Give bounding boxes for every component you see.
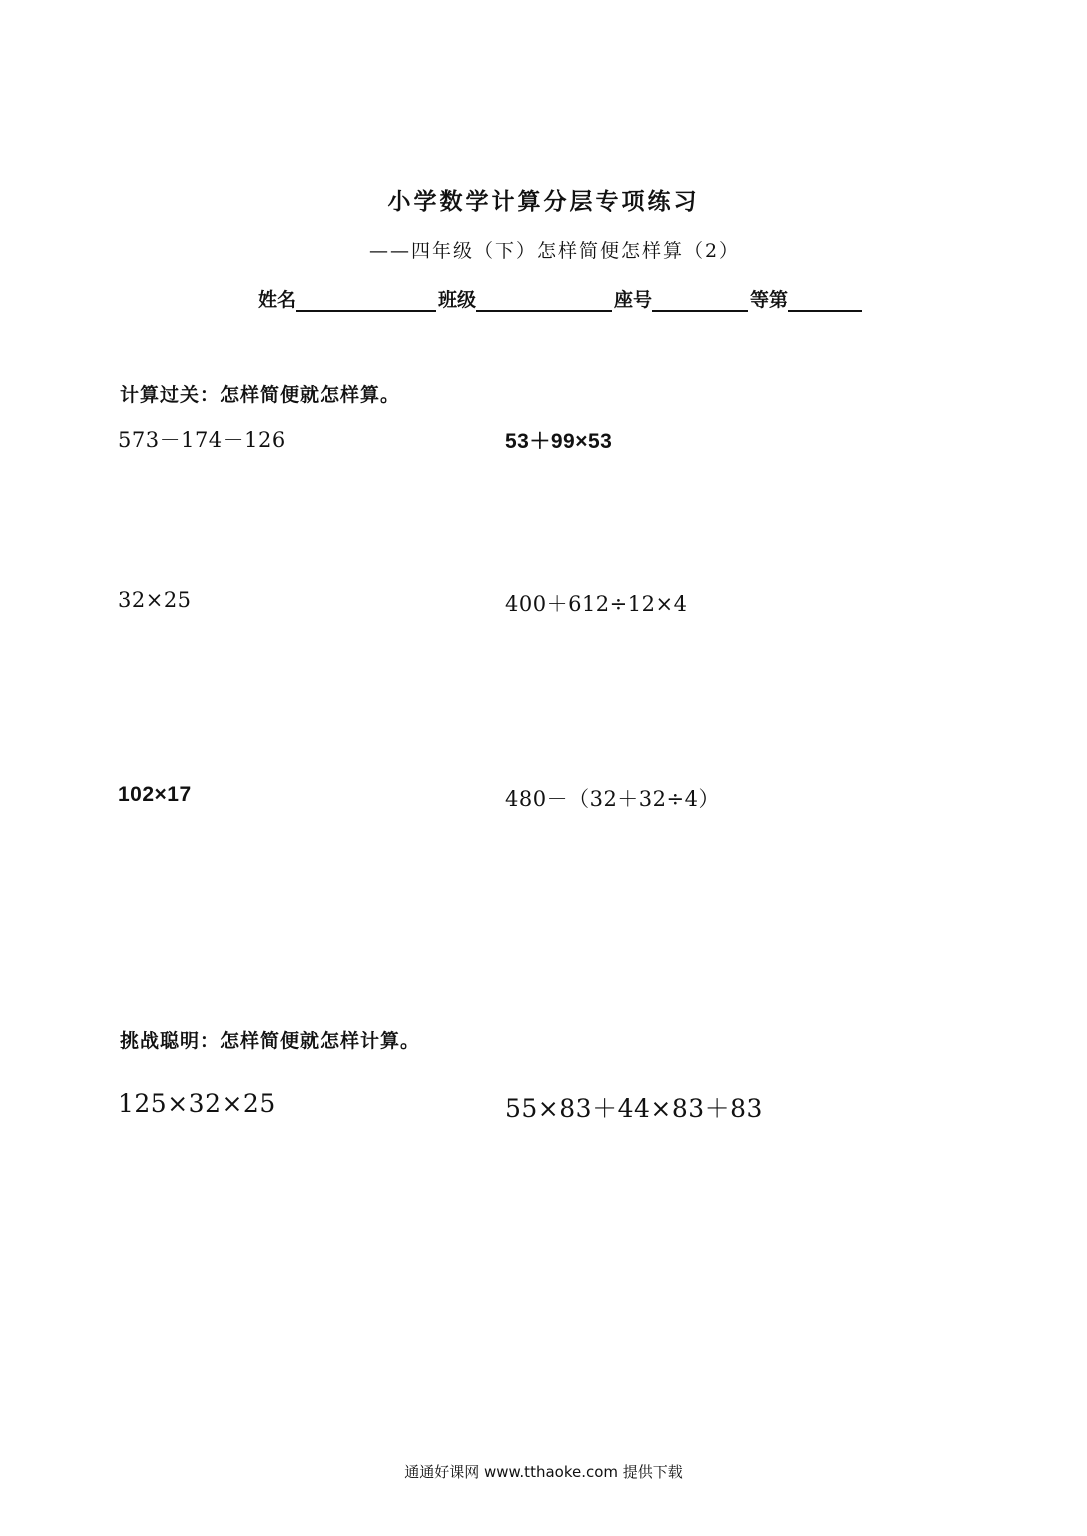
- problem-8: 55×83＋44×83＋83: [505, 1094, 763, 1123]
- section1-title: 计算过关：怎样简便就怎样算。: [120, 384, 401, 406]
- page-title: 小学数学计算分层专项练习: [387, 188, 700, 215]
- name-blank[interactable]: [296, 288, 436, 312]
- problem-5: 102×17: [118, 783, 192, 806]
- problem-7: 125×32×25: [118, 1089, 276, 1118]
- grade-label: 等第: [750, 289, 789, 311]
- problem-1: 573－174－126: [118, 428, 286, 452]
- section2-title: 挑战聪明：怎样简便就怎样计算。: [120, 1030, 421, 1052]
- name-label: 姓名: [258, 289, 297, 311]
- class-label: 班级: [438, 289, 477, 311]
- seat-blank[interactable]: [652, 288, 748, 312]
- footer-text: 通通好课网 www.tthaoke.com 提供下载: [404, 1463, 683, 1481]
- problem-4: 400＋612÷12×4: [505, 592, 688, 616]
- grade-blank[interactable]: [788, 288, 862, 312]
- problem-2: 53＋99×53: [505, 430, 613, 453]
- seat-label: 座号: [614, 289, 653, 311]
- problem-6: 480－（32＋32÷4）: [505, 787, 720, 811]
- problem-3: 32×25: [118, 588, 192, 612]
- page-subtitle: ——四年级（下）怎样简便怎样算（2）: [368, 240, 741, 262]
- class-blank[interactable]: [476, 288, 612, 312]
- student-info-row: [258, 288, 864, 312]
